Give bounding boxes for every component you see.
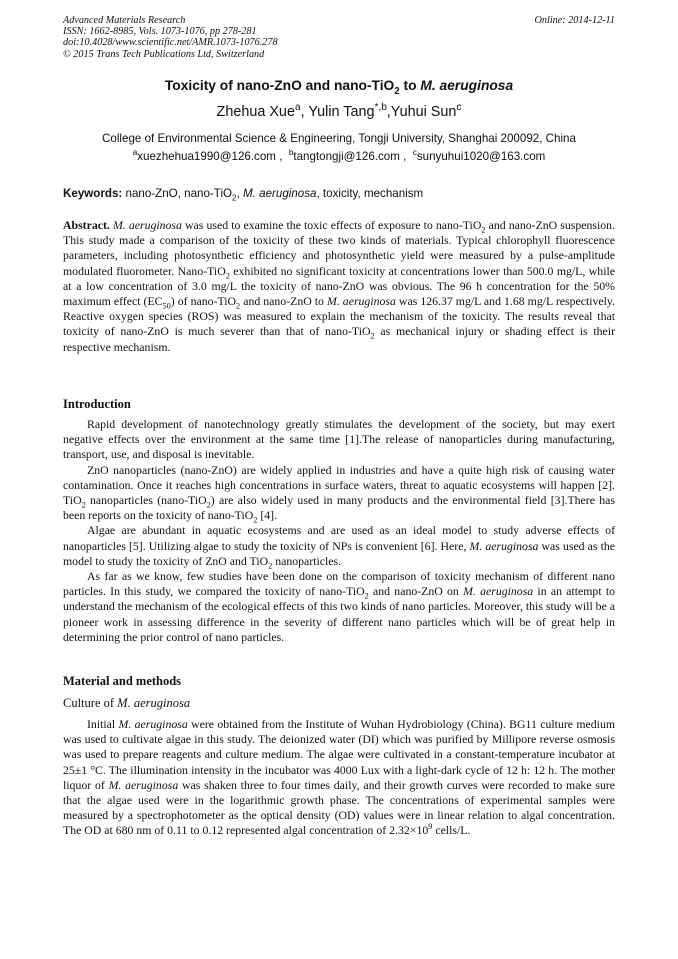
- introduction-heading: Introduction: [63, 397, 131, 411]
- subscript-2: 2: [481, 225, 486, 235]
- methods-heading: Material and methods: [63, 674, 182, 688]
- abstract-text: and nano-ZnO suspension. This study made a comparison of the toxicity of these two kinds of materials. Typical chlorophyll fluorescence parameters, including photosynthetic efficiency and photosynthetic yield were measured by a pulse-amplitude modulated fluorometer. Nano-TiO: [63, 218, 616, 278]
- methods-paragraph: [63, 717, 615, 839]
- species-name: M. aeruginosa: [108, 777, 179, 792]
- intro-text: [4].: [257, 508, 278, 523]
- abstract-text: was 126.37 mg/L and 1.68 mg/L respectively. Reactive oxygen species (ROS) was measured to explain the mechanism of the toxicity. The results reveal that toxicity of nano-ZnO is much severer than that of nano-TiO: [63, 294, 615, 339]
- intro-text: ZnO nanoparticles (nano-ZnO) are widely applied in industries and have a quite high risk of causing water contamination. Once it reaches high concentrations in surface waters, threat to aquatic ecosystems will happen [2]. TiO: [63, 462, 615, 508]
- keywords-species: M. aeruginosa: [243, 187, 317, 200]
- keywords: [63, 187, 615, 203]
- email-separator: ,: [399, 150, 413, 163]
- intro-text: As far as we know, few studies have been done on the comparison of toxicity mechanism of different nano particles. In this study, we compared the toxicity of nano-TiO: [63, 569, 615, 599]
- email-mark: a: [132, 148, 138, 158]
- species-name: M. aeruginosa: [117, 696, 191, 710]
- intro-text: nanoparticles (nano-TiO: [85, 493, 207, 508]
- intro-text: nanoparticles.: [272, 553, 342, 568]
- keywords-subscript: 2: [232, 193, 237, 203]
- ec-subscript: 50: [162, 301, 171, 311]
- abstract-text: ) of nano-TiO: [170, 294, 237, 309]
- issn-line: ISSN: 1662-8985, Vols. 1073-1076, pp 278-281: [63, 26, 257, 38]
- abstract-text: was used to examine the toxic effects of exposure to nano-TiO: [181, 218, 482, 232]
- intro-text: Algae are abundant in aquatic ecosystems and are used as an ideal model to study adverse effects of nanoparticles [5]. Utilizing algae to study the toxicity of NPs is convenient [6]. Here,: [63, 523, 615, 553]
- doi-line: doi:10.4028/www.scientific.net/AMR.1073-1076.278: [63, 37, 278, 49]
- intro-paragraph: Rapid development of nanotechnology greatly stimulates the development of the society, but may exert negative effects over the environment at the same time [1].The release of nanoparticles during manufacturing, transport, use, and disposal is inevitable.: [63, 417, 615, 462]
- intro-text: ) are also widely used in many products and the environmental field [3].There has been reports on the toxicity of nano-TiO: [63, 493, 615, 523]
- copyright-line: © 2015 Trans Tech Publications Ltd, Switzerland: [63, 48, 265, 60]
- keywords-text: nano-ZnO, nano-TiO: [122, 187, 233, 200]
- keywords-label: Keywords:: [63, 187, 123, 200]
- title-text: Toxicity of nano-ZnO and nano-TiO: [164, 78, 395, 93]
- intro-text: in an attempt to understand the mechanism of the ecological effects of this two kinds of nano particles. Moreover, this study will be a pioneer work in assessing difference in the severity of different nano particles which will be of great help in determining the prior control of nano particles.: [63, 584, 616, 644]
- species-name: M. aeruginosa: [118, 717, 188, 731]
- species-name: M. aeruginosa: [327, 294, 396, 309]
- intro-paragraph: [63, 463, 615, 524]
- abstract-label: Abstract.: [63, 218, 110, 232]
- paper-title: [0, 78, 678, 97]
- subscript-2: 2: [253, 515, 258, 525]
- journal-header: [63, 15, 615, 60]
- online-date: Online: 2014-12-11: [534, 15, 615, 26]
- subscript-2: 2: [236, 301, 241, 311]
- abstract-paragraph: [63, 218, 615, 355]
- keywords-text: , toxicity, mechanism: [316, 187, 424, 200]
- author-name: Zhehua Xue: [216, 104, 295, 120]
- email-address: xuezhehua1990@126.com: [137, 150, 276, 163]
- email-address: tangtongji@126.com: [293, 150, 400, 163]
- abstract-text: exhibited no significant toxicity at concentrations lower than 500.0 mg/L, while at a low concentration of 3.0 mg/L the toxicity of nano-ZnO was obvious. The 96 h concentration for the 50% maximum effect (EC: [63, 263, 615, 309]
- email-mark: b: [288, 148, 294, 158]
- intro-paragraph: [63, 569, 615, 645]
- author-mark: c: [456, 102, 462, 114]
- title-subscript: 2: [394, 85, 400, 97]
- title-text-mid: to: [399, 78, 421, 93]
- species-name: M. aeruginosa: [469, 538, 539, 553]
- email-separator: ,: [275, 150, 289, 163]
- author-name: Yuhui Sun: [390, 104, 457, 120]
- author-separator: ,: [300, 104, 309, 120]
- methods-section: [63, 717, 615, 839]
- culture-subheading: [63, 696, 190, 711]
- subscript-2: 2: [364, 591, 369, 601]
- keywords-text: ,: [236, 187, 244, 200]
- subscript-2: 2: [370, 331, 375, 341]
- title-species: M. aeruginosa: [420, 78, 514, 93]
- email-address: sunyuhui1020@163.com: [416, 150, 546, 163]
- subheading-text: Culture of: [63, 696, 118, 710]
- author-mark: a: [294, 102, 301, 114]
- affiliation: College of Environmental Science & Engineering, Tongji University, Shanghai 200092, China: [102, 132, 576, 145]
- journal-name: Advanced Materials Research: [63, 15, 186, 26]
- methods-text: was shaken three to four times daily, and their growth curves were recorded to make sure that the algae used were in the logarithmic growth phase. The concentrations of experimental samples were measured by a spectrophotometer as the optical density (OD) values were in linear relation to algal concentration. The OD at 680 nm of 0.11 to 0.12 represented algal concentration of 2.32×10: [63, 777, 616, 838]
- abstract: [63, 218, 615, 355]
- methods-text: were obtained from the Institute of Wuhan Hydrobiology (China). BG11 culture medium was used to cultivate algae in this study. The deionized water (DI) which was purified by Millipore reverse osmosis was used to prepare reagents and culture medium. The algae were cultivated in a constant-temperature incubator at 25±1 °C. The illumination intensity in the incubator was 4000 Lux with a light-dark cycle of 12 h: 12 h. The mother liquor of: [63, 717, 616, 792]
- author-name: Yulin Tang: [308, 104, 375, 120]
- intro-text: was used as the model to study the toxicity of ZnO and TiO: [63, 538, 615, 568]
- abstract-text: and nano-ZnO to: [240, 294, 327, 309]
- email-list: [0, 150, 678, 163]
- species-name: M. aeruginosa: [463, 584, 534, 599]
- intro-paragraph: [63, 523, 615, 569]
- introduction-section: [63, 417, 615, 645]
- intro-text: and nano-ZnO on: [368, 584, 464, 599]
- subscript-2: 2: [206, 500, 211, 510]
- methods-text: Initial: [87, 717, 119, 731]
- author-list: [0, 104, 678, 120]
- subscript-2: 2: [268, 561, 273, 571]
- species-name: M. aeruginosa: [112, 218, 182, 232]
- abstract-text: as mechanical injury or shading effect is their respective mechanism.: [63, 324, 615, 354]
- author-mark: *,b: [374, 102, 387, 114]
- exponent: 9: [428, 822, 433, 832]
- subscript-2: 2: [225, 270, 230, 280]
- email-mark: c: [412, 148, 417, 158]
- author-separator: ,: [386, 104, 391, 120]
- methods-text: cells/L.: [432, 823, 471, 838]
- subscript-2: 2: [81, 500, 86, 510]
